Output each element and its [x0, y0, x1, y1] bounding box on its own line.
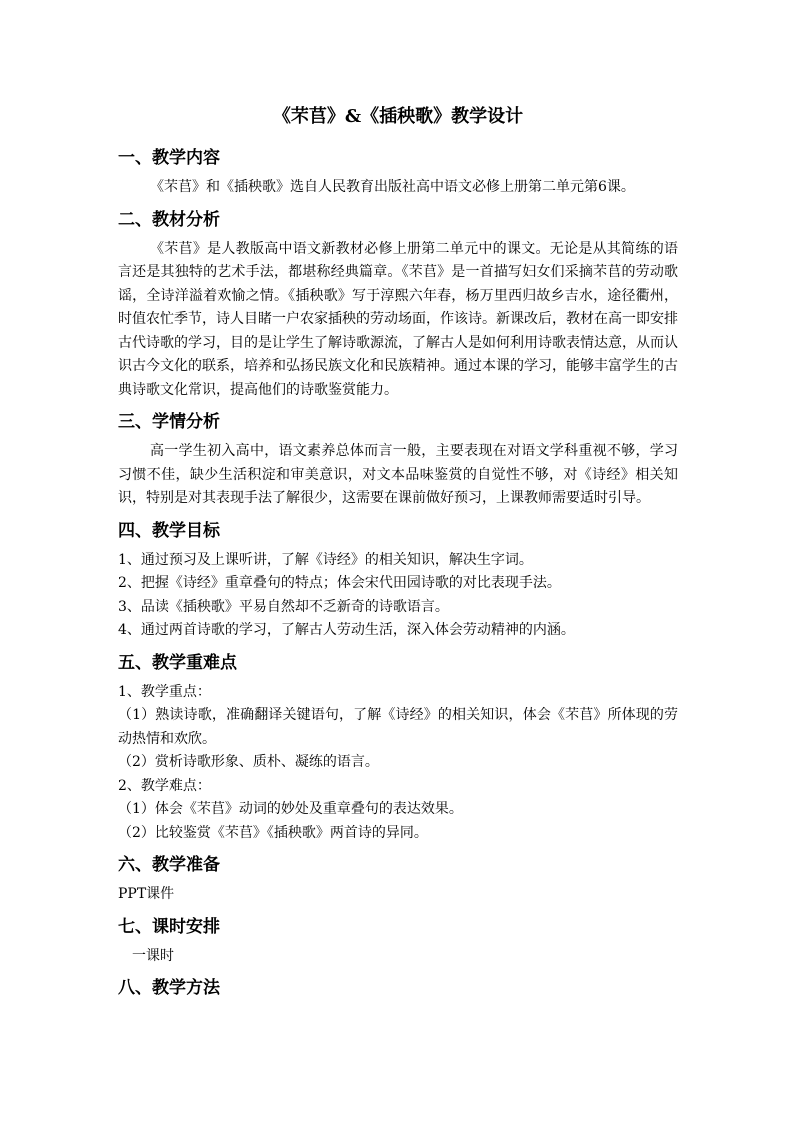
document-page — [118, 104, 678, 1006]
objective-item: 4、通过两首诗歌的学习，了解古人劳动生活，深入体会劳动精神的内涵。 — [118, 622, 575, 638]
section-paragraph-schedule: 一课时 — [132, 947, 174, 964]
key-point-item: （2）赏析诗歌形象、质朴、凝练的语言。 — [118, 754, 379, 770]
key-point-item: 1、教学重点： — [118, 683, 211, 700]
section-heading-textbook-analysis: 二、教材分析 — [118, 209, 220, 230]
section-paragraph-content: 《芣苢》和《插秧歌》选自人民教育出版社高中语文必修上册第二单元第6课。 — [150, 179, 635, 195]
section-heading-objectives: 四、教学目标 — [118, 520, 220, 541]
objective-item: 3、品读《插秧歌》平易自然却不乏新奇的诗歌语言。 — [118, 598, 449, 615]
section-paragraph-preparation: PPT课件 — [118, 886, 175, 902]
key-point-item: 2、教学难点： — [118, 777, 211, 794]
section-heading-content: 一、教学内容 — [118, 148, 220, 168]
section-paragraph-student-analysis: 高一学生初入高中，语文素养总体而言一般，主要表现在对语文学科重视不够，学习习惯不佳，缺少生活积淀和审美意识，对文本品味鉴赏的自觉性不够，对《诗经》相关知识，特别是对其表现手法了解很少，这需要在课前做好预习，上课教师需要适时引导。 — [118, 443, 678, 506]
section-heading-methods: 八、教学方法 — [118, 978, 220, 998]
section-paragraph-textbook-analysis: 《芣苢》是人教版高中语文新教材必修上册第二单元中的课文。无论是从其简练的语言还是其独特的艺术手法，都堪称经典篇章。《芣苢》是一首描写妇女们采摘芣苢的劳动歌谣，全诗洋溢着欢愉之情。《插秧歌》写于淳熙六年春，杨万里西归故乡吉水，途径衢州，时值农忙季节，诗人目睹一户农家插秧的劳动场面，作该诗。新课改后，教材在高一即安排古代诗歌的学习，目的是让学生了解诗歌源流，了解古人是如何利用诗歌表情达意，从而认识古今文化的联系，培养和弘扬民族文化和民族精神。通过本课的学习，能够丰富学生的古典诗歌文化常识，提高他们的诗歌鉴赏能力。 — [118, 240, 678, 398]
key-point-item: （2）比较鉴赏《芣苢》《插秧歌》两首诗的异同。 — [118, 824, 428, 841]
document-title: 《芣苢》&《插秧歌》教学设计 — [272, 106, 524, 127]
objective-item: 1、通过预习及上课听讲，了解《诗经》的相关知识，解决生字词。 — [118, 551, 533, 568]
key-point-item: （1）体会《芣苢》动词的妙处及重章叠句的表达效果。 — [118, 801, 463, 817]
section-heading-preparation: 六、教学准备 — [118, 855, 220, 875]
key-point-item: （1）熟读诗歌，准确翻译关键语句，了解《诗经》的相关知识，体会《芣苢》所体现的劳动热情和欢欣。 — [118, 707, 678, 747]
objective-item: 2、把握《诗经》重章叠句的特点；体会宋代田园诗歌的对比表现手法。 — [118, 575, 561, 591]
section-heading-schedule: 七、课时安排 — [118, 916, 220, 937]
section-heading-key-points: 五、教学重难点 — [118, 652, 237, 673]
section-heading-student-analysis: 三、学情分析 — [118, 412, 220, 432]
